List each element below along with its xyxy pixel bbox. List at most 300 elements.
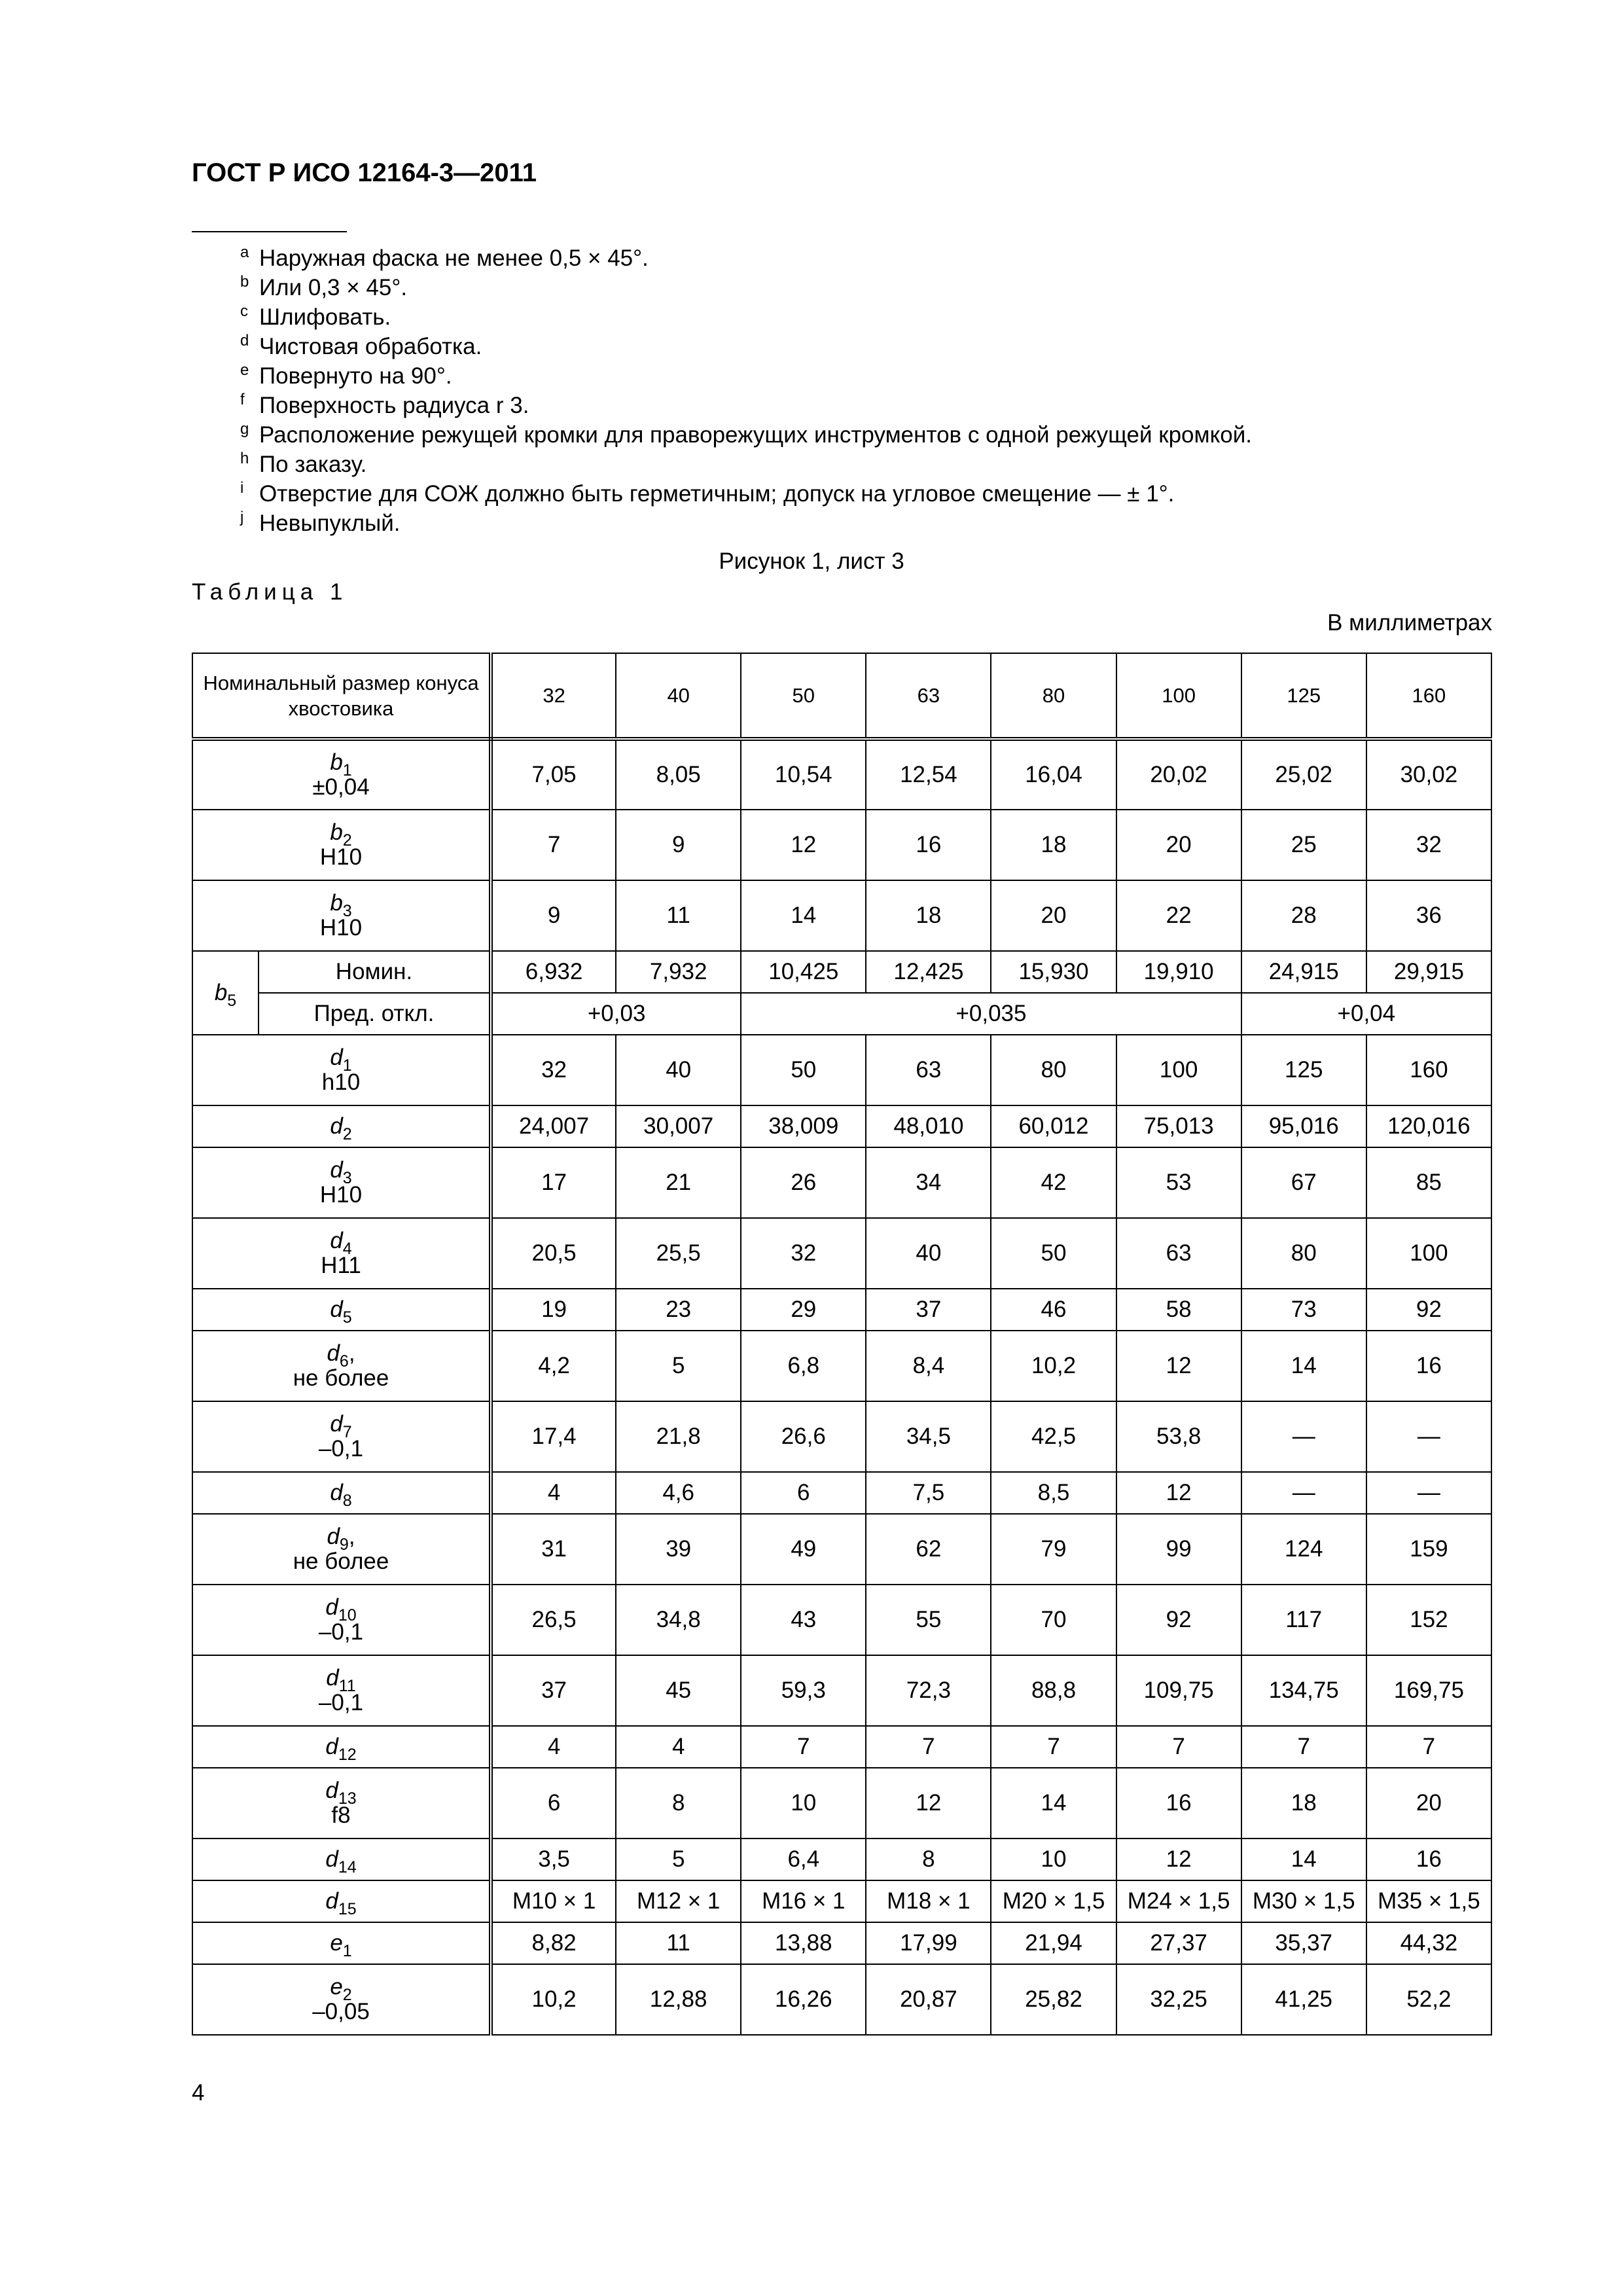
row-tolerance: f8 bbox=[331, 1803, 351, 1828]
table-cell bbox=[991, 1105, 1116, 1147]
table-row bbox=[192, 1585, 1491, 1655]
cell-value: 8 bbox=[922, 1846, 935, 1872]
cell-value: 99 bbox=[1166, 1536, 1192, 1562]
cell-value: 31 bbox=[541, 1536, 567, 1562]
row-name-cell bbox=[192, 880, 491, 951]
cell-value: 59,3 bbox=[781, 1677, 826, 1703]
table-cell bbox=[1116, 1880, 1241, 1922]
cell-value: 109,75 bbox=[1143, 1677, 1214, 1703]
cell-value: 28 bbox=[1291, 903, 1317, 928]
cell-value: 7,932 bbox=[649, 959, 707, 984]
cell-value: 8 bbox=[671, 1790, 685, 1816]
symbol-subscript: 5 bbox=[342, 1308, 352, 1327]
symbol-subscript: 5 bbox=[227, 992, 237, 1010]
table-header-row bbox=[192, 653, 1491, 739]
table-cell bbox=[741, 1655, 866, 1726]
cell-value: M35 × 1,5 bbox=[1378, 1888, 1480, 1914]
symbol-subscript: 11 bbox=[338, 1677, 356, 1695]
table-cell bbox=[991, 1585, 1116, 1655]
table-cell bbox=[491, 1922, 616, 1964]
row-tolerance: –0,1 bbox=[318, 1436, 364, 1462]
cell-value: 16 bbox=[1416, 1353, 1442, 1378]
table-cell bbox=[616, 1472, 741, 1514]
table-cell bbox=[991, 1655, 1116, 1726]
symbol-letter: d bbox=[327, 1340, 340, 1366]
table-cell bbox=[1366, 1585, 1491, 1655]
cell-value: M12 × 1 bbox=[636, 1888, 721, 1914]
cell-value: M16 × 1 bbox=[762, 1888, 846, 1914]
row-symbol bbox=[325, 1888, 357, 1918]
cell-value: 53 bbox=[1166, 1170, 1192, 1195]
symbol-subscript: 14 bbox=[338, 1858, 357, 1876]
row-symbol bbox=[330, 819, 352, 850]
cell-value: 60,012 bbox=[1018, 1113, 1089, 1139]
cell-value: 134,75 bbox=[1268, 1677, 1339, 1703]
cell-value: 14 bbox=[1041, 1790, 1067, 1816]
table-cell bbox=[616, 1218, 741, 1289]
table-cell bbox=[491, 1105, 616, 1147]
cell-value: 62 bbox=[916, 1536, 942, 1562]
symbol-subscript: 1 bbox=[342, 1056, 352, 1075]
table-cell bbox=[991, 951, 1116, 993]
cell-value: 73 bbox=[1291, 1297, 1317, 1322]
cell-value: 11 bbox=[666, 1930, 690, 1956]
table-cell bbox=[616, 1880, 741, 1922]
cell-value: 45 bbox=[666, 1677, 692, 1703]
row-name-cell bbox=[192, 1839, 491, 1880]
cell-value: M18 × 1 bbox=[887, 1888, 971, 1914]
footnote-text: Невыпуклый. bbox=[259, 511, 401, 536]
symbol-letter: d bbox=[330, 1228, 343, 1253]
table-cell bbox=[741, 1105, 866, 1147]
symbol-subscript: 1 bbox=[342, 761, 352, 780]
row-tolerance: H11 bbox=[321, 1253, 361, 1278]
cell-value: 38,009 bbox=[768, 1113, 839, 1139]
cell-value: 10,2 bbox=[531, 1986, 577, 2012]
row-name-cell bbox=[192, 739, 491, 810]
table-cell bbox=[991, 1472, 1116, 1514]
cell-value: 26 bbox=[791, 1170, 817, 1195]
cell-value: 16 bbox=[1166, 1790, 1192, 1816]
cell-value: 29,915 bbox=[1393, 959, 1464, 984]
cell-value: 37 bbox=[541, 1677, 567, 1703]
cell-value: 16 bbox=[916, 832, 942, 857]
footnote-mark: h bbox=[240, 450, 249, 467]
row-symbol bbox=[325, 1734, 357, 1764]
symbol-subscript: 2 bbox=[342, 1125, 352, 1143]
table-cell bbox=[1116, 1105, 1241, 1147]
cell-value: 18 bbox=[916, 903, 942, 928]
symbol-letter: b bbox=[330, 890, 343, 916]
footnote bbox=[240, 302, 1252, 332]
row-name-cell bbox=[192, 1147, 491, 1218]
cell-value: 12 bbox=[916, 1790, 942, 1816]
cell-value: 7,05 bbox=[531, 762, 577, 787]
symbol-letter: e bbox=[330, 1974, 343, 2000]
table-cell bbox=[1241, 810, 1366, 880]
symbol-subscript: 4 bbox=[342, 1240, 352, 1258]
symbol-subscript: 9 bbox=[339, 1535, 349, 1554]
table-row bbox=[192, 1514, 1491, 1585]
symbol-subscript: 6 bbox=[339, 1352, 349, 1371]
row-name-cell bbox=[192, 1655, 491, 1726]
cell-value: 50 bbox=[1041, 1240, 1067, 1266]
table-cell bbox=[491, 1147, 616, 1218]
table-cell bbox=[741, 1922, 866, 1964]
cell-value: 32 bbox=[791, 1240, 817, 1266]
table-cell bbox=[1366, 1218, 1491, 1289]
table-row bbox=[192, 739, 1491, 810]
cell-value: 12 bbox=[1166, 1480, 1192, 1505]
cell-value: 41,25 bbox=[1275, 1986, 1333, 2012]
symbol-letter: d bbox=[326, 1665, 339, 1691]
header-size: 50 bbox=[792, 684, 815, 707]
footnote-mark: e bbox=[240, 361, 249, 379]
header-size-cell bbox=[866, 653, 991, 739]
symbol-subscript: 13 bbox=[338, 1789, 357, 1808]
cell-value: 7 bbox=[1297, 1734, 1310, 1759]
symbol-subscript: 15 bbox=[338, 1900, 357, 1918]
cell-value: 34 bbox=[916, 1170, 942, 1195]
table-cell bbox=[1366, 1922, 1491, 1964]
row-symbol bbox=[330, 1930, 352, 1960]
table-cell bbox=[491, 1218, 616, 1289]
table-row bbox=[192, 1472, 1491, 1514]
cell-value: 7 bbox=[1422, 1734, 1436, 1759]
cell-value: 10,2 bbox=[1031, 1353, 1077, 1378]
table-cell bbox=[866, 1964, 991, 2035]
table-cell bbox=[616, 1035, 741, 1105]
cell-value: 8,82 bbox=[531, 1930, 577, 1956]
table-cell bbox=[866, 1726, 991, 1768]
footnote bbox=[240, 509, 1252, 538]
cell-value: 159 bbox=[1410, 1536, 1448, 1562]
cell-value: 34,8 bbox=[656, 1607, 701, 1632]
table-cell bbox=[741, 1147, 866, 1218]
row-name-cell bbox=[192, 1726, 491, 1768]
cell-value: 32,25 bbox=[1150, 1986, 1207, 2012]
table-cell bbox=[1366, 1768, 1491, 1839]
cell-value: 44,32 bbox=[1400, 1930, 1458, 1956]
table-cell bbox=[741, 1880, 866, 1922]
cell-value: 42 bbox=[1041, 1170, 1067, 1195]
table-cell bbox=[866, 1105, 991, 1147]
symbol-subscript: 3 bbox=[342, 1169, 352, 1187]
table-cell bbox=[991, 810, 1116, 880]
footnote-mark: c bbox=[240, 302, 248, 320]
table-cell bbox=[491, 880, 616, 951]
table-cell bbox=[866, 1472, 991, 1514]
cell-value: 67 bbox=[1291, 1170, 1317, 1195]
row-symbol bbox=[214, 980, 237, 1010]
header-size-cell bbox=[741, 653, 866, 739]
cell-value: 19,910 bbox=[1143, 959, 1214, 984]
table-cell bbox=[1366, 1105, 1491, 1147]
cell-value: — bbox=[1292, 1424, 1315, 1449]
row-tolerance: H10 bbox=[319, 844, 363, 870]
cell-value: 7 bbox=[547, 832, 561, 857]
footnote bbox=[240, 273, 1252, 302]
table-cell bbox=[1116, 1839, 1241, 1880]
symbol-letter: b bbox=[214, 980, 228, 1005]
cell-value: 8,05 bbox=[656, 762, 701, 787]
cell-value: 152 bbox=[1410, 1607, 1448, 1632]
table-cell bbox=[1116, 1655, 1241, 1726]
header-size: 100 bbox=[1162, 684, 1196, 707]
table-cell bbox=[491, 951, 616, 993]
cell-value: 16,26 bbox=[774, 1986, 832, 2012]
symbol-subscript: 1 bbox=[342, 1942, 352, 1960]
table-cell bbox=[491, 810, 616, 880]
symbol-subscript: 2 bbox=[342, 831, 352, 850]
table-cell bbox=[866, 1289, 991, 1331]
table-cell bbox=[1366, 1514, 1491, 1585]
table-cell bbox=[1116, 1726, 1241, 1768]
cell-value: 36 bbox=[1416, 903, 1442, 928]
table-row bbox=[192, 993, 1491, 1035]
table-cell bbox=[741, 1218, 866, 1289]
table-cell bbox=[616, 810, 741, 880]
table-cell bbox=[1116, 880, 1241, 951]
table-cell bbox=[741, 739, 866, 810]
cell-value: 13,88 bbox=[774, 1930, 832, 1956]
cell-value: 25,5 bbox=[656, 1240, 701, 1266]
cell-value: 20 bbox=[1416, 1790, 1442, 1816]
row-symbol bbox=[327, 1524, 355, 1554]
footnote bbox=[240, 479, 1252, 509]
table-cell bbox=[1241, 739, 1366, 810]
footnote-mark: a bbox=[240, 243, 249, 261]
table-cell bbox=[741, 880, 866, 951]
row-tolerance: –0,1 bbox=[318, 1690, 364, 1715]
table-cell bbox=[1366, 1726, 1491, 1768]
row-symbol bbox=[330, 1157, 352, 1187]
row-symbol bbox=[330, 1480, 352, 1510]
table-row bbox=[192, 1105, 1491, 1147]
table-cell bbox=[1116, 951, 1241, 993]
cell-value: 21,8 bbox=[656, 1424, 701, 1449]
cell-value: 14 bbox=[1291, 1846, 1317, 1872]
deviation-cell bbox=[1241, 993, 1491, 1035]
table-cell bbox=[866, 1839, 991, 1880]
cell-value: 10 bbox=[791, 1790, 817, 1816]
footnote-text: Чистовая обработка. bbox=[259, 334, 482, 359]
table-row bbox=[192, 1147, 1491, 1218]
table-row bbox=[192, 880, 1491, 951]
table-cell bbox=[741, 1331, 866, 1401]
cell-value: 6,4 bbox=[787, 1846, 820, 1872]
cell-value: M30 × 1,5 bbox=[1252, 1888, 1355, 1914]
cell-value: 49 bbox=[791, 1536, 817, 1562]
table-cell bbox=[1241, 1585, 1366, 1655]
table-cell bbox=[1366, 1964, 1491, 2035]
table-cell bbox=[991, 1514, 1116, 1585]
cell-value: 19 bbox=[541, 1297, 567, 1322]
cell-value: 42,5 bbox=[1031, 1424, 1077, 1449]
cell-value: 8,4 bbox=[912, 1353, 945, 1378]
table-cell bbox=[866, 1147, 991, 1218]
table-cell bbox=[1116, 1401, 1241, 1472]
cell-value: 10 bbox=[1041, 1846, 1067, 1872]
cell-value: 18 bbox=[1041, 832, 1067, 857]
row-name-cell bbox=[192, 1964, 491, 2035]
row-symbol-cell bbox=[192, 951, 259, 1035]
table-cell bbox=[866, 1035, 991, 1105]
table-cell bbox=[616, 1331, 741, 1401]
cell-value: 20,87 bbox=[900, 1986, 957, 2012]
cell-value: 80 bbox=[1041, 1057, 1067, 1083]
table-cell bbox=[1241, 1964, 1366, 2035]
cell-value: 100 bbox=[1159, 1057, 1198, 1083]
row-symbol bbox=[325, 1846, 357, 1876]
cell-value: 70 bbox=[1041, 1607, 1067, 1632]
cell-value: 6,8 bbox=[787, 1353, 820, 1378]
header-size: 63 bbox=[917, 684, 940, 707]
table-cell bbox=[1116, 1331, 1241, 1401]
table-cell bbox=[866, 1514, 991, 1585]
cell-value: 20 bbox=[1041, 903, 1067, 928]
table-cell bbox=[866, 739, 991, 810]
table-cell bbox=[491, 1331, 616, 1401]
table-row bbox=[192, 951, 1491, 993]
table-cell bbox=[1366, 951, 1491, 993]
table-cell bbox=[1241, 1035, 1366, 1105]
row-symbol bbox=[330, 1228, 352, 1258]
header-size: 80 bbox=[1042, 684, 1065, 707]
table-cell bbox=[616, 1401, 741, 1472]
symbol-subscript: 8 bbox=[342, 1492, 352, 1510]
row-name-cell bbox=[192, 1218, 491, 1289]
cell-value: 24,007 bbox=[519, 1113, 590, 1139]
row-label: Номин. bbox=[335, 959, 413, 984]
footnote-mark: j bbox=[240, 509, 244, 526]
table-cell bbox=[1241, 951, 1366, 993]
cell-value: 46 bbox=[1041, 1297, 1067, 1322]
row-symbol bbox=[330, 1045, 352, 1075]
table-cell bbox=[1116, 1964, 1241, 2035]
footnote-mark: d bbox=[240, 332, 249, 350]
table-cell bbox=[616, 1655, 741, 1726]
deviation-cell bbox=[491, 993, 741, 1035]
table-cell bbox=[491, 1768, 616, 1839]
cell-value: 24,915 bbox=[1268, 959, 1339, 984]
table-cell bbox=[616, 951, 741, 993]
table-cell bbox=[1241, 1147, 1366, 1218]
row-symbol bbox=[330, 1411, 352, 1441]
cell-value: 3,5 bbox=[538, 1846, 570, 1872]
table-cell bbox=[866, 880, 991, 951]
cell-value: M10 × 1 bbox=[512, 1888, 596, 1914]
cell-value: 32 bbox=[541, 1057, 567, 1083]
cell-value: 35,37 bbox=[1275, 1930, 1333, 1956]
table-cell bbox=[991, 1768, 1116, 1839]
row-symbol bbox=[330, 749, 352, 780]
table-cell bbox=[491, 1655, 616, 1726]
table-row bbox=[192, 1035, 1491, 1105]
cell-value: 16,04 bbox=[1025, 762, 1082, 787]
table-cell bbox=[491, 1514, 616, 1585]
deviation-value: +0,035 bbox=[955, 1001, 1027, 1026]
table-cell bbox=[1116, 1289, 1241, 1331]
row-symbol bbox=[327, 1340, 355, 1371]
row-label-cell bbox=[259, 993, 491, 1035]
cell-value: 124 bbox=[1285, 1536, 1323, 1562]
table-cell bbox=[1241, 1289, 1366, 1331]
table-cell bbox=[1241, 1839, 1366, 1880]
header-size-cell bbox=[1366, 653, 1491, 739]
symbol-letter: d bbox=[325, 1778, 338, 1803]
table-cell bbox=[616, 1585, 741, 1655]
figure-caption: Рисунок 1, лист 3 bbox=[719, 548, 904, 574]
page-number: 4 bbox=[192, 2080, 205, 2106]
header-size: 32 bbox=[543, 684, 565, 707]
cell-value: 92 bbox=[1416, 1297, 1442, 1322]
cell-value: 25,02 bbox=[1275, 762, 1333, 787]
symbol-letter: d bbox=[325, 1734, 338, 1759]
cell-value: 48,010 bbox=[893, 1113, 964, 1139]
table-cell bbox=[1116, 1035, 1241, 1105]
cell-value: 11 bbox=[666, 903, 690, 928]
cell-value: 4,6 bbox=[662, 1480, 694, 1505]
table-cell bbox=[616, 1289, 741, 1331]
row-name-cell bbox=[192, 1472, 491, 1514]
row-symbol bbox=[326, 1665, 356, 1695]
table-cell bbox=[1366, 1289, 1491, 1331]
table-caption: Таблица 1 bbox=[192, 579, 348, 605]
table-cell bbox=[1116, 1514, 1241, 1585]
header-size-cell bbox=[616, 653, 741, 739]
cell-value: 9 bbox=[671, 832, 685, 857]
cell-value: 117 bbox=[1285, 1607, 1323, 1632]
cell-value: 9 bbox=[547, 903, 561, 928]
cell-value: 15,930 bbox=[1018, 959, 1089, 984]
header-size: 125 bbox=[1287, 684, 1321, 707]
row-tolerance: –0,05 bbox=[312, 1999, 370, 2024]
header-size-cell bbox=[1116, 653, 1241, 739]
cell-value: 7 bbox=[797, 1734, 810, 1759]
symbol-subscript: 12 bbox=[338, 1746, 357, 1764]
table-cell bbox=[1366, 880, 1491, 951]
table-cell bbox=[866, 1401, 991, 1472]
row-name-cell bbox=[192, 1035, 491, 1105]
cell-value: 7,5 bbox=[912, 1480, 945, 1505]
table-cell bbox=[991, 1964, 1116, 2035]
cell-value: 12,88 bbox=[649, 1986, 707, 2012]
symbol-letter: d bbox=[330, 1045, 343, 1070]
table-cell bbox=[1241, 1768, 1366, 1839]
cell-value: 55 bbox=[916, 1607, 942, 1632]
cell-value: 39 bbox=[666, 1536, 692, 1562]
table-cell bbox=[616, 1922, 741, 1964]
table-row bbox=[192, 1768, 1491, 1839]
table-cell bbox=[991, 1401, 1116, 1472]
cell-value: 26,6 bbox=[781, 1424, 826, 1449]
footnote-separator bbox=[192, 231, 347, 232]
cell-value: 30,007 bbox=[643, 1113, 714, 1139]
table-row bbox=[192, 1964, 1491, 2035]
row-name-cell bbox=[192, 1105, 491, 1147]
cell-value: 72,3 bbox=[906, 1677, 951, 1703]
header-size: 160 bbox=[1412, 684, 1446, 707]
footnote-text: Повернуто на 90°. bbox=[259, 363, 452, 389]
table-cell bbox=[991, 1035, 1116, 1105]
table-row bbox=[192, 1726, 1491, 1768]
table-cell bbox=[1241, 1401, 1366, 1472]
row-tolerance: не более bbox=[293, 1365, 389, 1391]
table-cell bbox=[1116, 1922, 1241, 1964]
symbol-letter: d bbox=[330, 1113, 343, 1139]
table-cell bbox=[741, 1514, 866, 1585]
